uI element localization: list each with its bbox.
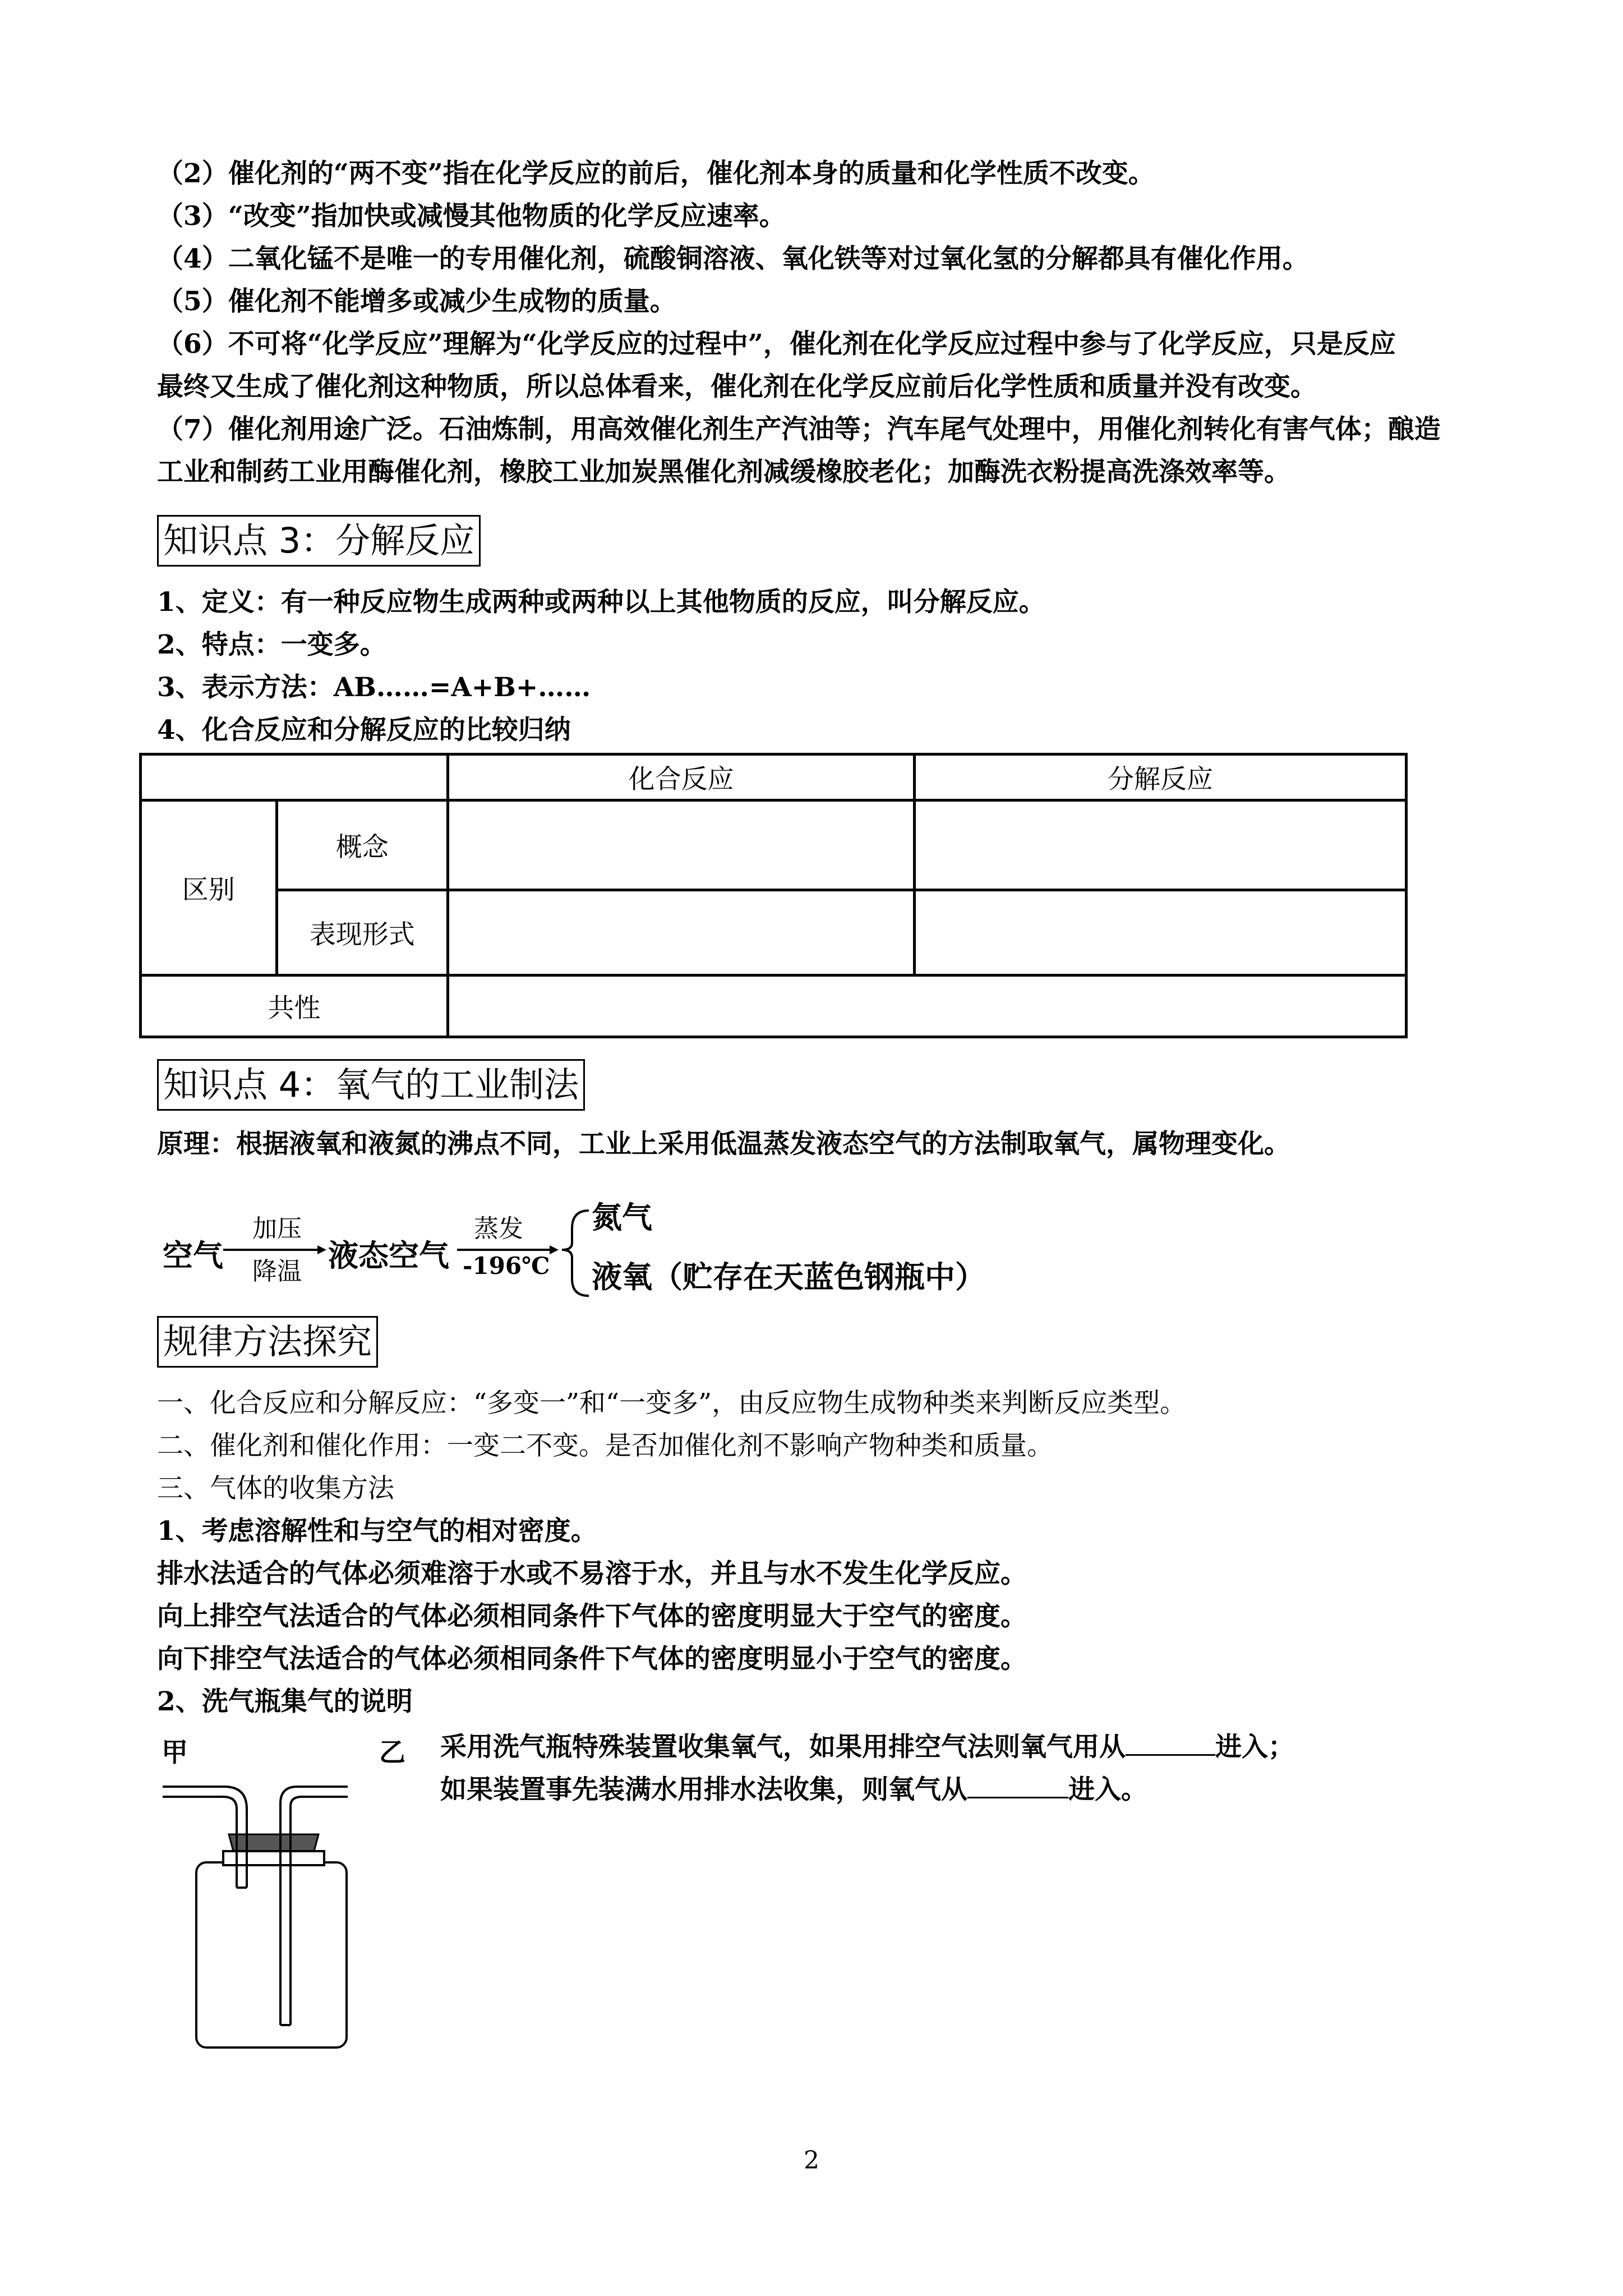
table-cell-blank [915,890,1407,976]
section5-heading: 规律方法探究 [157,1316,378,1368]
method-line-3: 三、气体的收集方法 [157,1473,394,1504]
catalyst-point-6-cont: 最终又生成了催化剂这种物质，所以总体看来，催化剂在化学反应前后化学性质和质量并没有改变。 [157,371,1317,402]
method-line-5: 排水法适合的气体必须难溶于水或不易溶于水，并且与水不发生化学反应。 [157,1558,1027,1589]
method-line-7: 向下排空气法适合的气体必须相同条件下气体的密度明显小于空气的密度。 [157,1644,1027,1674]
answer-blank-1[interactable] [1126,1732,1215,1756]
table-common-label: 共性 [141,976,448,1037]
question1-suffix: 进入； [1215,1732,1294,1763]
table-cell-blank [448,890,914,976]
process-step1-bottom: 降温 [252,1257,302,1286]
process-step2-bottom: -196℃ [463,1252,550,1280]
process-air: 空气 [163,1237,223,1273]
method-line-4: 1、考虑溶解性和与空气的相对密度。 [157,1516,597,1547]
bottle-label-yi: 乙 [379,1737,405,1768]
method-line-2: 二、催化剂和催化作用：一变二不变。是否加催化剂不影响产物种类和质量。 [157,1430,1053,1461]
table-header-decomposition: 分解反应 [915,754,1407,800]
bottle-question-1 [440,1731,1294,1764]
method-line-8: 2、洗气瓶集气的说明 [157,1686,413,1717]
process-product-nitrogen: 氮气 [592,1199,652,1235]
question2-suffix: 进入。 [1068,1774,1147,1805]
industrial-oxygen-process-diagram [157,1199,1110,1301]
catalyst-point-5: （5）催化剂不能增多或减少生成物的质量。 [157,286,676,317]
process-step2-top: 蒸发 [474,1214,523,1243]
catalyst-point-3: （3）“改变”指加快或减慢其他物质的化学反应速率。 [157,201,786,232]
catalyst-point-7: （7）催化剂用途广泛。石油炼制，用高效催化剂生产汽油等；汽车尾气处理中，用催化剂转化有害气体；酿造 [157,414,1441,445]
section4-principle: 原理：根据液氧和液氮的沸点不同，工业上采用低温蒸发液态空气的方法制取氧气，属物理变化。 [157,1129,1290,1159]
table-cell-blank [448,976,1406,1037]
process-liquid-air: 液态空气 [328,1237,449,1273]
process-arrows [157,1206,1110,1301]
question1-text: 采用洗气瓶特殊装置收集氧气，如果用排空气法则氧气用从 [440,1732,1126,1763]
table-cell-blank [448,800,914,890]
catalyst-point-4: （4）二氧化锰不是唯一的专用催化剂，硫酸铜溶液、氧化铁等对过氧化氢的分解都具有催化作用。 [157,243,1309,274]
table-header-combination: 化合反应 [448,754,914,800]
process-step1-top: 加压 [252,1214,302,1243]
section3-definition: 1、定义：有一种反应物生成两种或两种以上其他物质的反应，叫分解反应。 [157,587,1045,618]
table-row-label-form: 表现形式 [276,890,448,976]
gas-washing-bottle-diagram [163,1736,398,2050]
comparison-table [139,753,1408,1038]
catalyst-point-7-cont: 工业和制药工业用酶催化剂，橡胶工业加炭黑催化剂减缓橡胶老化；加酶洗衣粉提高洗涤效率等。 [157,457,1290,487]
answer-blank-2[interactable] [967,1774,1068,1798]
section4-heading: 知识点 4：氧气的工业制法 [157,1059,585,1111]
catalyst-point-6: （6）不可将“化学反应”理解为“化学反应的过程中”，催化剂在化学反应过程中参与了化学反应，只是反应 [157,329,1396,360]
page-number: 2 [804,2146,819,2175]
section3-notation: 3、表示方法：AB……=A+B+…… [157,672,591,703]
catalyst-point-2: （2）催化剂的“两不变”指在化学反应的前后，催化剂本身的质量和化学性质不改变。 [157,158,1155,189]
table-cell-blank [915,800,1407,890]
section3-feature: 2、特点：一变多。 [157,629,386,660]
method-line-1: 一、化合反应和分解反应：“多变一”和“一变多”，由反应物生成物种类来判断反应类型。 [157,1388,1187,1419]
process-product-liquid-oxygen: 液氧（贮存在天蓝色钢瓶中） [592,1259,985,1295]
section3-heading: 知识点 3：分解反应 [157,515,481,567]
table-group-label: 区别 [141,800,277,976]
method-line-6: 向上排空气法适合的气体必须相同条件下气体的密度明显大于空气的密度。 [157,1601,1027,1632]
section3-comparison-title: 4、化合反应和分解反应的比较归纳 [157,715,571,746]
table-row-label-concept: 概念 [276,800,448,890]
bottle-label-jia: 甲 [162,1737,188,1768]
bottle-question-2 [440,1773,1147,1807]
table-corner-cell [141,754,448,800]
question2-text: 如果装置事先装满水用排水法收集，则氧气从 [440,1774,967,1805]
